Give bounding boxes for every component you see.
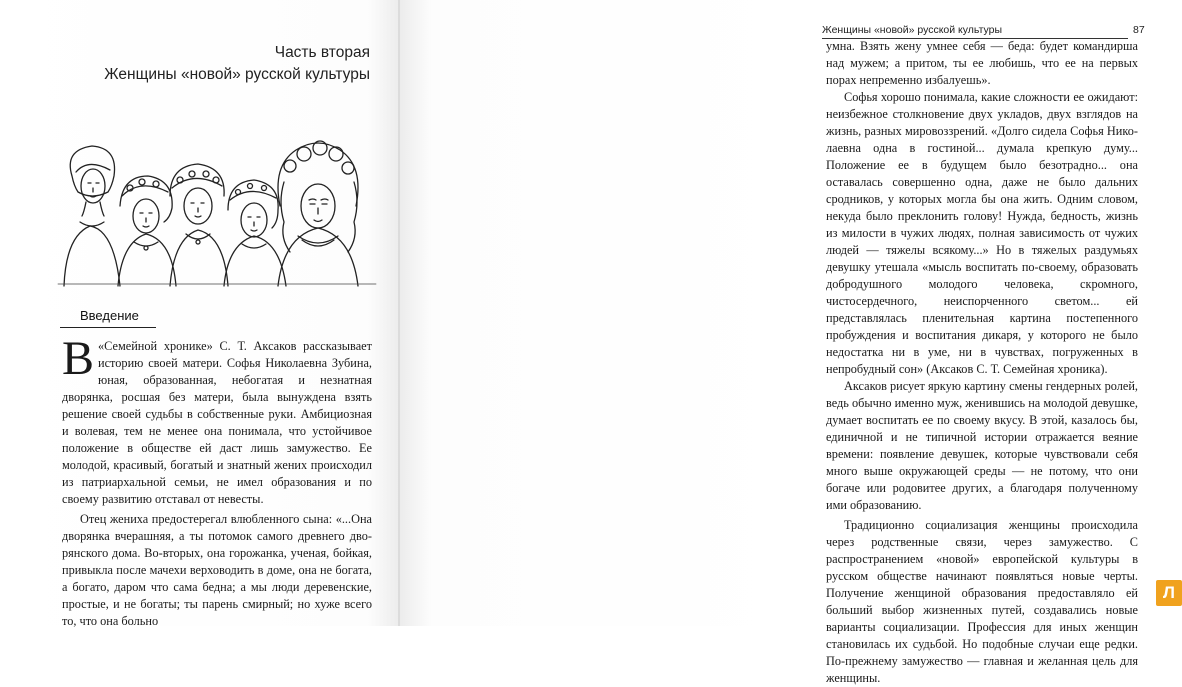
section-title: Введение (80, 308, 139, 323)
part-title: Женщины «новой» русской культуры (104, 66, 370, 83)
paragraph: Традиционно социализация женщины происходила через родственные связи, через замужество. С распространением «новой» европейской культуры в русском обществе начинают появляться новые черты. Получение женщиной образования предоставляло ей больший выбор жизненных путей, создавались новые варианты социализации. Профессия для иных женщин становилась их судьбой. Но подобные случаи еще редки. По-прежнему замужество — главная и желанная цель для женщины. (826, 518, 1138, 685)
left-page (0, 0, 400, 626)
right-page (400, 0, 1175, 685)
publisher-logo-icon: Л (1156, 580, 1182, 606)
paragraph-text: «Семейной хронике» С. Т. Аксаков рассказывает историю своей матери. Софья Николаевна Зубина, юная, образованная, небогатая и незнатная дворянка, росшая без матери, была вынуждена взять решение своей судьбы в собственные руки. Амбициозная и волевая, тем не менее она понимала, что устойчивое положение в обществе ей даст лишь замужество. Ее молодой, красивый, богатый и знатный жених происходил из патриархальной семьи, не имел образования и по своему развитию отставал от невесты. (62, 339, 372, 506)
women-portraits-illustration (58, 136, 376, 286)
page-number: 87 (1133, 24, 1145, 36)
portrait-figure-4 (224, 180, 286, 286)
dropcap: В (62, 332, 95, 385)
portrait-figure-3 (170, 164, 228, 286)
portrait-figure-5 (278, 141, 358, 286)
portrait-figure-1 (64, 146, 120, 286)
section-rule (60, 327, 156, 328)
paragraph: Аксаков рисует яркую картину смены гендерных ролей, ведь обычно именно муж, женившись на молодой девушке, думает воспитать ее по своему вкусу. В этой, казалось бы, единичной и не типичной истории отражается веяние времени: появление девушек, которые чувствовали себя много выше окружающей среды — не потому, что они богаче или родовитее других, а благодаря полученному ими образованию. (826, 379, 1138, 512)
paragraph: Отец жениха предостерегал влюбленного сына: «...Она дворянка вчерашняя, а ты потомок самого древнего дворянского дома. Во-вторых, она горожанка, ученая, бойкая, привыкла после мачехи верховодить в доме, она не богата, а богато, даром что сама бедна; а мы люди деревенские, простые, и не богаты; ты парень смирный; но хуже всего то, что она больно (62, 512, 372, 628)
paragraph (62, 332, 372, 508)
paragraph: Софья хорошо понимала, какие сложности ее ожидают: неизбежное столкновение двух укладов, двух взглядов на жизнь, разных мировоззрений. «Долго сидела Софья Николаевна одна в гостиной... думала крепкую думу... Положение ее в будущем было безотрадно... она оставалась совершенно одна, даже не было дальних сродников, у которых могла бы она жить. Одним словом, некуда было преклонить голову! Нужда, бедность, жизнь из милости в чужих людях, полная зависимость от чужих людей — тяжелы всякому...» Но в тяжелых раздумьях девушку утешала «мысль воспитать по-своему, образовать добродушного молодого человека, скромного, чистосердечного, неиспорченного светом... ей представлялась пленительная картина постепенного пробуждения и воспитания дикаря, у которого не было недостатка ни в уме, ни в чувствах, погруженных в непробудный сон» (Аксаков С. Т. Семейная хроника). (826, 90, 1138, 376)
left-body-text (62, 332, 372, 630)
portrait-figure-2 (118, 176, 176, 286)
part-label: Часть вторая (274, 44, 370, 61)
paragraph: умна. Взять жену умнее себя — беда: будет командирша над мужем; а притом, ты ее любишь, что ее на первых порах непременно избалуешь». (826, 39, 1138, 87)
right-body-text (826, 38, 1138, 687)
running-head: Женщины «новой» русской культуры (822, 24, 1128, 39)
